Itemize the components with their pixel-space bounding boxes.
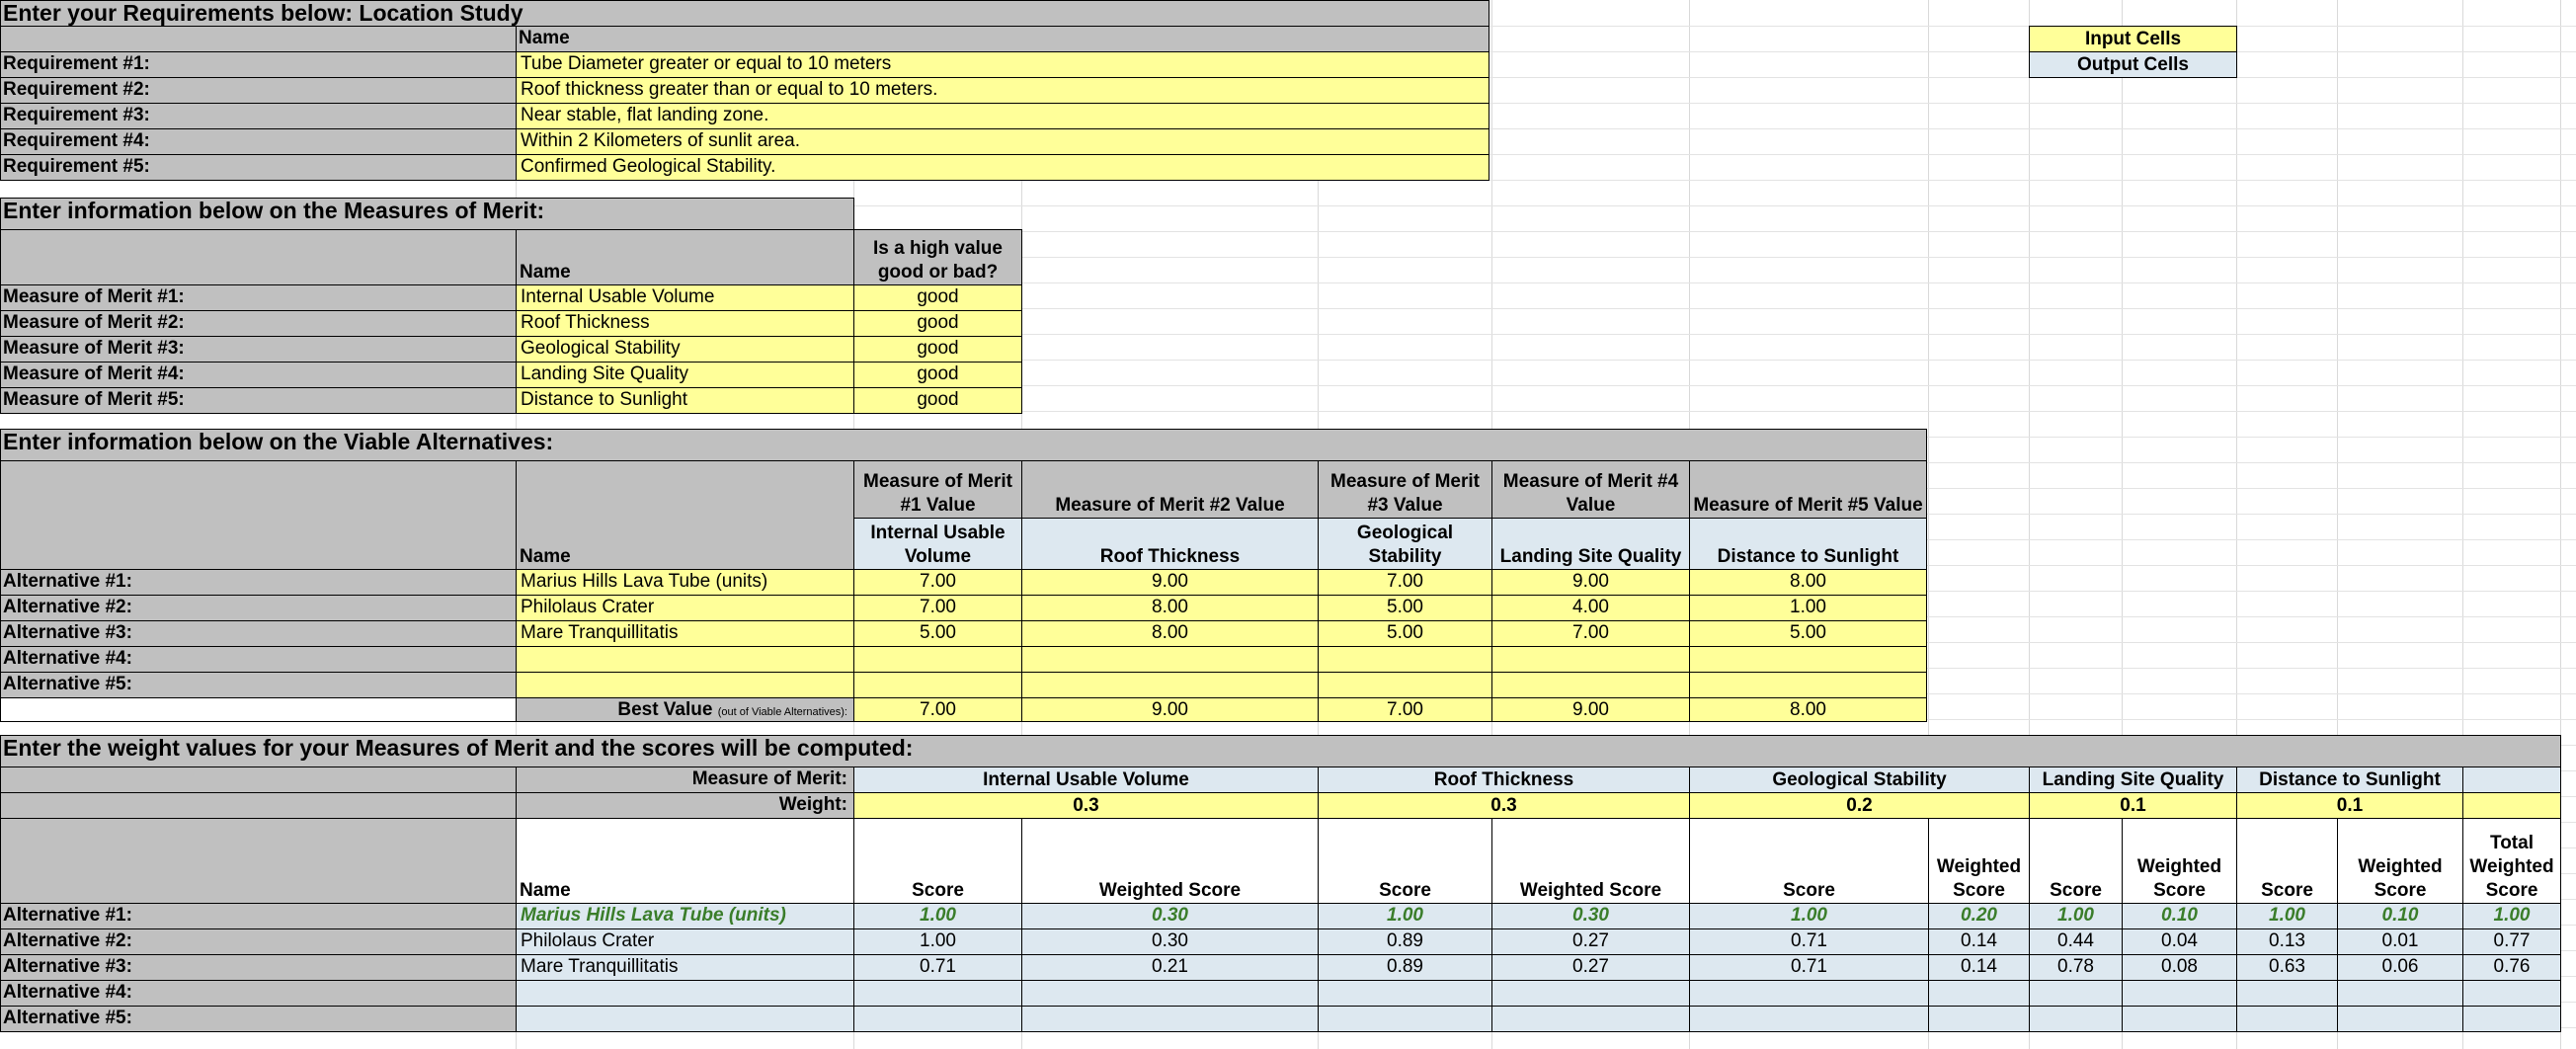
score-output: 0.78 xyxy=(2029,954,2123,981)
score-row-label: Alternative #5: xyxy=(0,1006,517,1032)
score-row-name: Mare Tranquillitatis xyxy=(516,954,854,981)
score-row-label: Alternative #2: xyxy=(0,928,517,955)
measure-name-input[interactable]: Internal Usable Volume xyxy=(516,284,854,311)
weighted-score-output xyxy=(2337,1006,2463,1032)
score-row-label: Alternative #4: xyxy=(0,980,517,1007)
total-weighted-score: 0.76 xyxy=(2462,954,2561,981)
score-output: 0.89 xyxy=(1318,954,1492,981)
weighted-score-output xyxy=(1021,1006,1319,1032)
weight-input[interactable]: 0.1 xyxy=(2236,792,2463,819)
weight-measure-name: Distance to Sunlight xyxy=(2236,767,2463,793)
undefined xyxy=(0,767,517,793)
alternative-label: Alternative #2: xyxy=(0,595,517,621)
weighted-score-output: 0.20 xyxy=(1928,903,2030,929)
weight-input[interactable]: 0.3 xyxy=(853,792,1319,819)
weighted-score-output xyxy=(1491,980,1690,1007)
alternative-measure-name: Internal Usable Volume xyxy=(853,518,1022,570)
weighted-score-output: 0.10 xyxy=(2337,903,2463,929)
scores-label-header xyxy=(0,818,517,904)
requirements-label-header xyxy=(0,26,517,52)
score-output: 0.63 xyxy=(2236,954,2338,981)
alternative-value-header: Measure of Merit #4 Value xyxy=(1491,460,1690,519)
alternatives-section-title: Enter information below on the Viable Alternatives: xyxy=(0,429,1927,461)
alternative-value-input[interactable]: 9.00 xyxy=(1021,569,1319,596)
weighted-score-header: Weighted Score xyxy=(1928,818,2030,904)
score-header: Score xyxy=(1689,818,1929,904)
score-row-name xyxy=(516,980,854,1007)
total-weighted-score xyxy=(2462,1006,2561,1032)
alternative-value-input[interactable] xyxy=(853,646,1022,673)
score-output: 1.00 xyxy=(853,903,1022,929)
score-output xyxy=(1318,1006,1492,1032)
best-value-label-text: Best Value xyxy=(617,699,713,720)
requirement-label: Requirement #2: xyxy=(0,77,517,104)
alternative-value-input[interactable] xyxy=(1021,646,1319,673)
alternative-value-input[interactable] xyxy=(1491,646,1690,673)
measure-good-bad-input[interactable]: good xyxy=(853,387,1022,414)
requirements-section-title: Enter your Requirements below: Location Study xyxy=(0,0,1489,27)
requirement-label: Requirement #3: xyxy=(0,103,517,129)
total-weighted-score-header: Total Weighted Score xyxy=(2462,818,2561,904)
alternative-value-input[interactable] xyxy=(1318,646,1492,673)
alternative-name-input[interactable] xyxy=(516,646,854,673)
alternative-value-input[interactable]: 9.00 xyxy=(1491,569,1690,596)
measure-label: Measure of Merit #5: xyxy=(0,387,517,414)
weighted-score-output xyxy=(2337,980,2463,1007)
weighted-score-output: 0.14 xyxy=(1928,928,2030,955)
total-weighted-score: 0.77 xyxy=(2462,928,2561,955)
alternative-value-header: Measure of Merit #3 Value xyxy=(1318,460,1492,519)
measures-good-bad-header: Is a high value good or bad? xyxy=(853,229,1022,285)
score-row-name xyxy=(516,1006,854,1032)
weights-section-title: Enter the weight values for your Measures of Merit and the scores will be computed: xyxy=(0,735,2561,767)
measure-label: Measure of Merit #1: xyxy=(0,284,517,311)
weight-input[interactable]: 0.1 xyxy=(2029,792,2237,819)
alternative-value-input[interactable] xyxy=(1491,672,1690,698)
score-output: 1.00 xyxy=(1689,903,1929,929)
measure-name-input[interactable]: Landing Site Quality xyxy=(516,362,854,388)
measure-of-merit-label: Measure of Merit: xyxy=(516,767,854,793)
legend-input-cells: Input Cells xyxy=(2029,26,2237,52)
measure-good-bad-input[interactable]: good xyxy=(853,284,1022,311)
score-output xyxy=(2236,980,2338,1007)
score-output xyxy=(853,980,1022,1007)
measures-section-title: Enter information below on the Measures of Merit: xyxy=(0,198,854,230)
measure-label: Measure of Merit #4: xyxy=(0,362,517,388)
measure-label: Measure of Merit #2: xyxy=(0,310,517,337)
score-output: 1.00 xyxy=(1318,903,1492,929)
weighted-score-output: 0.30 xyxy=(1491,903,1690,929)
weight-measure-name: Landing Site Quality xyxy=(2029,767,2237,793)
alternative-value-input[interactable] xyxy=(1689,672,1927,698)
alternative-value-input[interactable]: 7.00 xyxy=(853,595,1022,621)
alternative-value-header: Measure of Merit #1 Value xyxy=(853,460,1022,519)
alternative-value-input[interactable] xyxy=(1689,646,1927,673)
weighted-score-output xyxy=(1491,1006,1690,1032)
weighted-score-output xyxy=(1928,980,2030,1007)
weight-input[interactable]: 0.3 xyxy=(1318,792,1690,819)
total-weighted-score xyxy=(2462,980,2561,1007)
score-row-label: Alternative #3: xyxy=(0,954,517,981)
score-output xyxy=(853,1006,1022,1032)
requirement-name-input[interactable]: Roof thickness greater than or equal to 10 meters. xyxy=(516,77,1489,104)
best-value-note: (out of Viable Alternatives): xyxy=(717,706,847,718)
weighted-score-output: 0.27 xyxy=(1491,954,1690,981)
score-output: 0.71 xyxy=(1689,928,1929,955)
weighted-score-output: 0.30 xyxy=(1021,903,1319,929)
weight-measure-name: Internal Usable Volume xyxy=(853,767,1319,793)
requirement-name-input[interactable]: Confirmed Geological Stability. xyxy=(516,154,1489,181)
score-output xyxy=(2029,980,2123,1007)
alternative-measure-name: Landing Site Quality xyxy=(1491,518,1690,570)
score-output: 0.13 xyxy=(2236,928,2338,955)
alternative-measure-name: Roof Thickness xyxy=(1021,518,1319,570)
alternatives-name-header: Name xyxy=(516,460,854,570)
undefined xyxy=(2462,792,2561,819)
weight-measure-name: Geological Stability xyxy=(1689,767,2030,793)
score-output xyxy=(2029,1006,2123,1032)
weighted-score-header: Weighted Score xyxy=(1021,818,1319,904)
weighted-score-header: Weighted Score xyxy=(1491,818,1690,904)
alternative-value-input[interactable] xyxy=(853,672,1022,698)
weight-label: Weight: xyxy=(516,792,854,819)
score-row-label: Alternative #1: xyxy=(0,903,517,929)
weighted-score-output: 0.04 xyxy=(2122,928,2237,955)
requirement-name-input[interactable]: Within 2 Kilometers of sunlit area. xyxy=(516,128,1489,155)
requirement-name-input[interactable]: Near stable, flat landing zone. xyxy=(516,103,1489,129)
measure-name-input[interactable]: Geological Stability xyxy=(516,336,854,363)
alternative-value-input[interactable]: 7.00 xyxy=(1318,569,1492,596)
alternative-label: Alternative #1: xyxy=(0,569,517,596)
alternative-value-input[interactable]: 8.00 xyxy=(1021,620,1319,647)
measure-label: Measure of Merit #3: xyxy=(0,336,517,363)
weighted-score-header: Weighted Score xyxy=(2337,818,2463,904)
score-header: Score xyxy=(2029,818,2123,904)
measures-label-header xyxy=(0,229,517,285)
weighted-score-output: 0.08 xyxy=(2122,954,2237,981)
score-output xyxy=(1318,980,1492,1007)
alternative-measure-name: Distance to Sunlight xyxy=(1689,518,1927,570)
weighted-score-output: 0.10 xyxy=(2122,903,2237,929)
undefined xyxy=(0,792,517,819)
measure-good-bad-input[interactable]: good xyxy=(853,310,1022,337)
alternative-value-input[interactable]: 5.00 xyxy=(1318,620,1492,647)
alternative-value-input[interactable]: 4.00 xyxy=(1491,595,1690,621)
best-value-spacer xyxy=(0,697,517,722)
measures-name-header: Name xyxy=(516,229,854,285)
alternative-value-input[interactable]: 8.00 xyxy=(1021,595,1319,621)
best-value: 8.00 xyxy=(1689,697,1927,722)
alternative-value-input[interactable]: 5.00 xyxy=(853,620,1022,647)
alternative-name-input[interactable]: Philolaus Crater xyxy=(516,595,854,621)
score-output xyxy=(1689,1006,1929,1032)
requirements-name-header: Name xyxy=(516,26,1489,52)
undefined xyxy=(2462,767,2561,793)
legend-output-cells: Output Cells xyxy=(2029,51,2237,78)
alternative-value-input[interactable]: 7.00 xyxy=(1491,620,1690,647)
weighted-score-output xyxy=(2122,980,2237,1007)
measure-good-bad-input[interactable]: good xyxy=(853,336,1022,363)
weight-input[interactable]: 0.2 xyxy=(1689,792,2030,819)
alternative-value-header: Measure of Merit #2 Value xyxy=(1021,460,1319,519)
score-output: 1.00 xyxy=(2236,903,2338,929)
alternative-value-input[interactable]: 1.00 xyxy=(1689,595,1927,621)
best-value: 7.00 xyxy=(1318,697,1492,722)
best-value-label xyxy=(516,697,854,722)
alternative-value-header: Measure of Merit #5 Value xyxy=(1689,460,1927,519)
alternative-value-input[interactable] xyxy=(1021,672,1319,698)
score-row-name: Marius Hills Lava Tube (units) xyxy=(516,903,854,929)
score-output: 0.89 xyxy=(1318,928,1492,955)
score-header: Score xyxy=(1318,818,1492,904)
measure-name-input[interactable]: Distance to Sunlight xyxy=(516,387,854,414)
alternative-value-input[interactable] xyxy=(1318,672,1492,698)
weighted-score-output xyxy=(1021,980,1319,1007)
weighted-score-output xyxy=(1928,1006,2030,1032)
measure-name-input[interactable]: Roof Thickness xyxy=(516,310,854,337)
weight-measure-name: Roof Thickness xyxy=(1318,767,1690,793)
score-header: Score xyxy=(2236,818,2338,904)
alternative-value-input[interactable]: 8.00 xyxy=(1689,569,1927,596)
weighted-score-output: 0.01 xyxy=(2337,928,2463,955)
alternative-name-input[interactable]: Mare Tranquillitatis xyxy=(516,620,854,647)
score-output xyxy=(2236,1006,2338,1032)
best-value: 9.00 xyxy=(1021,697,1319,722)
weighted-score-output: 0.30 xyxy=(1021,928,1319,955)
weighted-score-output: 0.21 xyxy=(1021,954,1319,981)
score-output: 0.71 xyxy=(1689,954,1929,981)
requirement-label: Requirement #1: xyxy=(0,51,517,78)
best-value: 9.00 xyxy=(1491,697,1690,722)
score-output xyxy=(1689,980,1929,1007)
score-output: 1.00 xyxy=(853,928,1022,955)
weighted-score-output: 0.27 xyxy=(1491,928,1690,955)
requirement-label: Requirement #5: xyxy=(0,154,517,181)
total-weighted-score: 1.00 xyxy=(2462,903,2561,929)
requirement-label: Requirement #4: xyxy=(0,128,517,155)
score-output: 1.00 xyxy=(2029,903,2123,929)
alternative-measure-name: Geological Stability xyxy=(1318,518,1492,570)
scores-name-header: Name xyxy=(516,818,854,904)
score-header: Score xyxy=(853,818,1022,904)
alternative-label: Alternative #5: xyxy=(0,672,517,698)
weighted-score-output xyxy=(2122,1006,2237,1032)
alternative-value-input[interactable]: 5.00 xyxy=(1689,620,1927,647)
score-output: 0.44 xyxy=(2029,928,2123,955)
score-row-name: Philolaus Crater xyxy=(516,928,854,955)
weighted-score-output: 0.06 xyxy=(2337,954,2463,981)
weighted-score-header: Weighted Score xyxy=(2122,818,2237,904)
alternative-name-input[interactable]: Marius Hills Lava Tube (units) xyxy=(516,569,854,596)
alternative-name-input[interactable] xyxy=(516,672,854,698)
alternative-label: Alternative #3: xyxy=(0,620,517,647)
score-output: 0.71 xyxy=(853,954,1022,981)
requirement-name-input[interactable]: Tube Diameter greater or equal to 10 meters xyxy=(516,51,1489,78)
alternative-value-input[interactable]: 5.00 xyxy=(1318,595,1492,621)
alternative-value-input[interactable]: 7.00 xyxy=(853,569,1022,596)
weighted-score-output: 0.14 xyxy=(1928,954,2030,981)
alternative-label: Alternative #4: xyxy=(0,646,517,673)
measure-good-bad-input[interactable]: good xyxy=(853,362,1022,388)
alternatives-label-header xyxy=(0,460,517,570)
best-value: 7.00 xyxy=(853,697,1022,722)
